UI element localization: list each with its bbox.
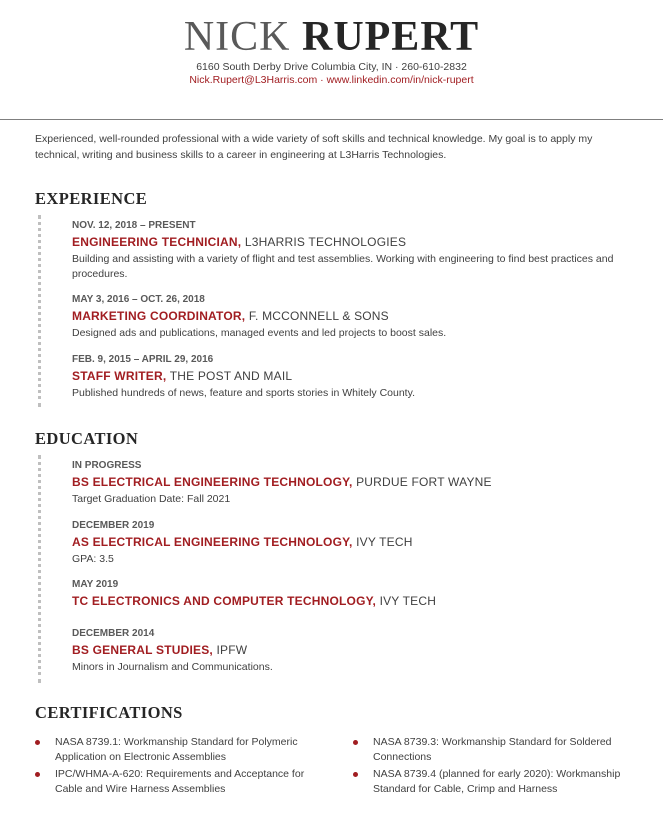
entry-description: GPA: 3.5: [72, 552, 114, 565]
entry-title: [72, 233, 642, 251]
entry-description: Designed ads and publications, managed events and led projects to boost sales.: [72, 327, 447, 339]
entry-date: DECEMBER 2014: [72, 628, 155, 639]
certification-item: NASA 8739.3: Workmanship Standard for Soldered Connections: [353, 735, 643, 765]
entry-date: DECEMBER 2019: [72, 519, 155, 531]
experience-list: [72, 219, 642, 407]
summary-paragraph: Experienced, well-rounded professional with a wide variety of soft skills and technical knowledge. My goal is to apply my technical, writing and business skills to a career in engineering at L3Harris Technologies.: [35, 133, 593, 161]
certifications-heading: CERTIFICATIONS: [35, 703, 183, 722]
entry-role: ENGINEERING TECHNICIAN,: [72, 235, 242, 249]
entry-role: BS GENERAL STUDIES,: [72, 643, 213, 657]
entry-date: MAY 3, 2016 – OCT. 26, 2018: [72, 294, 205, 305]
resume-header: [0, 0, 663, 86]
entry-description: Minors in Journalism and Communications.: [72, 661, 273, 673]
experience-entry: [72, 293, 642, 341]
entry-date: IN PROGRESS: [72, 460, 142, 471]
entry-title: [72, 641, 642, 659]
entry-org: L3HARRIS TECHNOLOGIES: [241, 235, 407, 249]
email-linkedin-line: Nick.Rupert@L3Harris.com · www.linkedin.com/in/nick-rupert: [189, 74, 474, 86]
entry-title: [72, 307, 642, 325]
certification-item: IPC/WHMA-A-620: Requirements and Acceptance for Cable and Wire Harness Assemblies: [35, 767, 325, 797]
header-divider: [0, 119, 663, 120]
experience-heading: EXPERIENCE: [35, 189, 148, 208]
first-name: NICK: [183, 14, 291, 60]
entry-role: TC ELECTRONICS AND COMPUTER TECHNOLOGY,: [72, 594, 377, 608]
entry-role: MARKETING COORDINATOR,: [72, 309, 246, 323]
entry-org: IPFW: [212, 643, 248, 657]
address-phone-line: 6160 South Derby Drive Columbia City, IN · 260-610-2832: [196, 61, 467, 73]
entry-description: Published hundreds of news, feature and sports stories in Whitely County.: [72, 386, 415, 399]
certifications-left-column: [35, 735, 325, 798]
entry-title: [72, 533, 642, 551]
last-name: RUPERT: [301, 14, 480, 60]
entry-date: NOV. 12, 2018 – PRESENT: [72, 220, 196, 231]
education-list: [72, 459, 642, 683]
entry-title: [72, 473, 642, 491]
entry-date: FEB. 9, 2015 – APRIL 29, 2016: [72, 353, 214, 365]
entry-title: [72, 367, 642, 385]
certification-item: NASA 8739.1: Workmanship Standard for Polymeric Application on Electronic Assemblies: [35, 735, 325, 765]
entry-description: Building and assisting with a variety of flight and test assemblies. Working with engineering to find best practices and procedures.: [72, 253, 614, 280]
entry-role: BS ELECTRICAL ENGINEERING TECHNOLOGY,: [72, 475, 353, 489]
entry-role: AS ELECTRICAL ENGINEERING TECHNOLOGY,: [72, 534, 353, 549]
education-entry: [72, 627, 642, 675]
entry-org: THE POST AND MAIL: [166, 368, 293, 383]
entry-title: [72, 592, 642, 610]
experience-entry: [72, 353, 642, 401]
entry-org: F. MCCONNELL & SONS: [245, 309, 389, 323]
education-heading: EDUCATION: [35, 429, 139, 448]
entry-date: MAY 2019: [72, 579, 119, 590]
entry-description: Target Graduation Date: Fall 2021: [72, 493, 231, 505]
candidate-name: [0, 14, 663, 60]
entry-org: IVY TECH: [376, 594, 437, 608]
certification-item: NASA 8739.4 (planned for early 2020): Workmanship Standard for Cable, Crimp and Harness: [353, 767, 643, 797]
entry-role: STAFF WRITER,: [72, 368, 167, 383]
education-entry: [72, 578, 642, 610]
entry-org: IVY TECH: [352, 534, 413, 549]
education-entry: [72, 459, 642, 507]
experience-entry: [72, 219, 642, 281]
education-entry: [72, 519, 642, 567]
certifications-right-column: [353, 735, 643, 798]
entry-org: PURDUE FORT WAYNE: [352, 475, 492, 489]
